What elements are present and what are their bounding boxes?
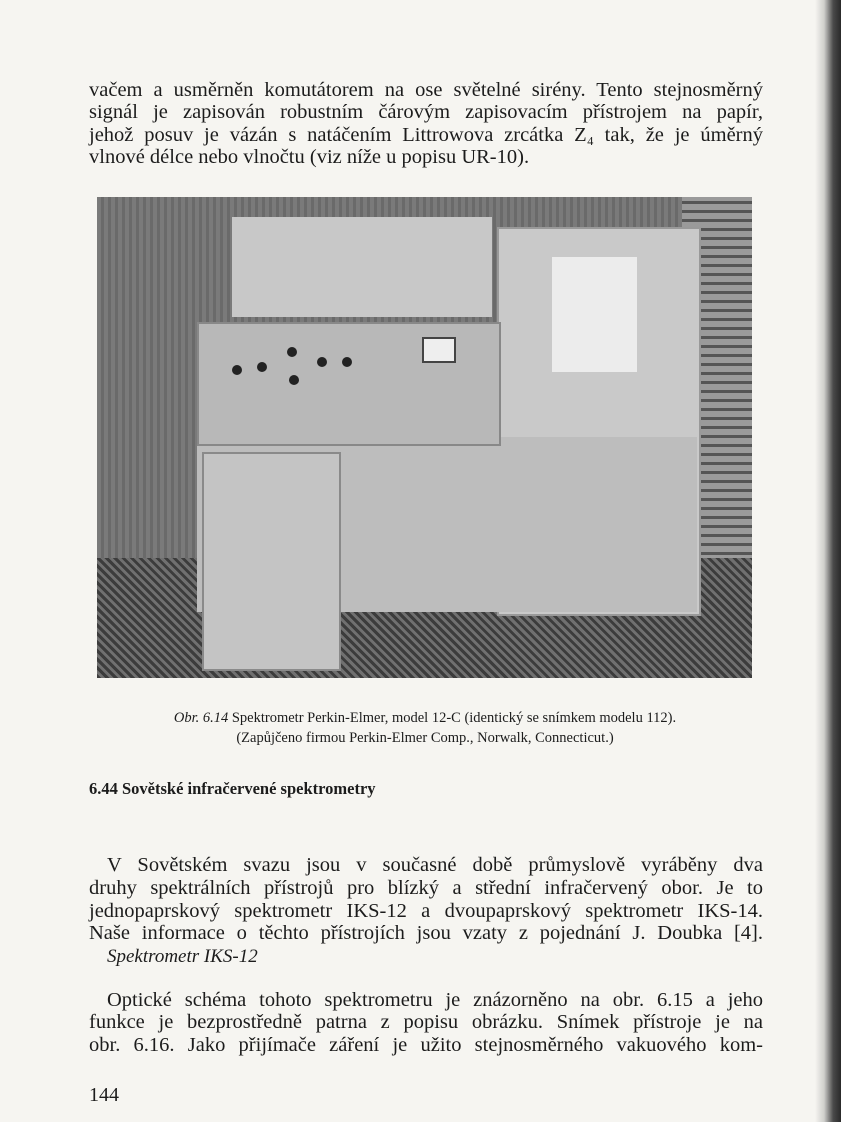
para1-line: jednopaprskový spektrometr IKS-12 a dvoupaprskový spektrometr IKS-14.: [89, 900, 763, 922]
para2-line: Optické schéma tohoto spektrometru je znázorněno na obr. 6.15 a jeho: [107, 989, 763, 1011]
intro-line: signál je zapisován robustním čárovým zapisovacím přístrojem na papír,: [89, 101, 763, 123]
spectrometer-photo: [97, 197, 752, 678]
intro-line: vlnové délce nebo vlnočtu (viz níže u popisu UR-10).: [89, 146, 530, 168]
page-number: 144: [89, 1084, 119, 1106]
para1-line: V Sovětském svazu jsou v současné době průmyslově vyráběny dva: [107, 854, 763, 876]
intro-line: vačem a usměrněn komutátorem na ose světelné sirény. Tento stejnosměrný: [89, 79, 763, 101]
intro-line: jehož posuv je vázán s natáčením Littrowova zrcátka Z₄ tak, že je úměrný: [89, 124, 763, 146]
para1-line: druhy spektrálních přístrojů pro blízký a střední infračervený obor. Je to: [89, 877, 763, 899]
book-spine-shadow: [815, 0, 841, 1122]
figure-caption-credit: (Zapůjčeno firmou Perkin-Elmer Comp., Norwalk, Connecticut.): [236, 730, 614, 746]
section-heading: 6.44 Sovětské infračervené spektrometry: [89, 779, 376, 798]
caption-text: Spektrometr Perkin-Elmer, model 12-C (identický se snímkem modelu 112).: [231, 710, 677, 726]
figure-label: Obr. 6.14: [173, 710, 229, 726]
para1-line: Naše informace o těchto přístrojích jsou vzaty z pojednání J. Doubka [4].: [89, 922, 763, 944]
figure-caption: [85, 708, 765, 728]
para2-line: funkce je bezprostředně patrna z popisu obrázku. Snímek přístroje je na: [89, 1011, 763, 1033]
subheading: Spektrometr IKS-12: [107, 946, 258, 967]
para2-line: obr. 6.16. Jako přijímače záření je užito stejnosměrného vakuového kom-: [89, 1034, 763, 1056]
